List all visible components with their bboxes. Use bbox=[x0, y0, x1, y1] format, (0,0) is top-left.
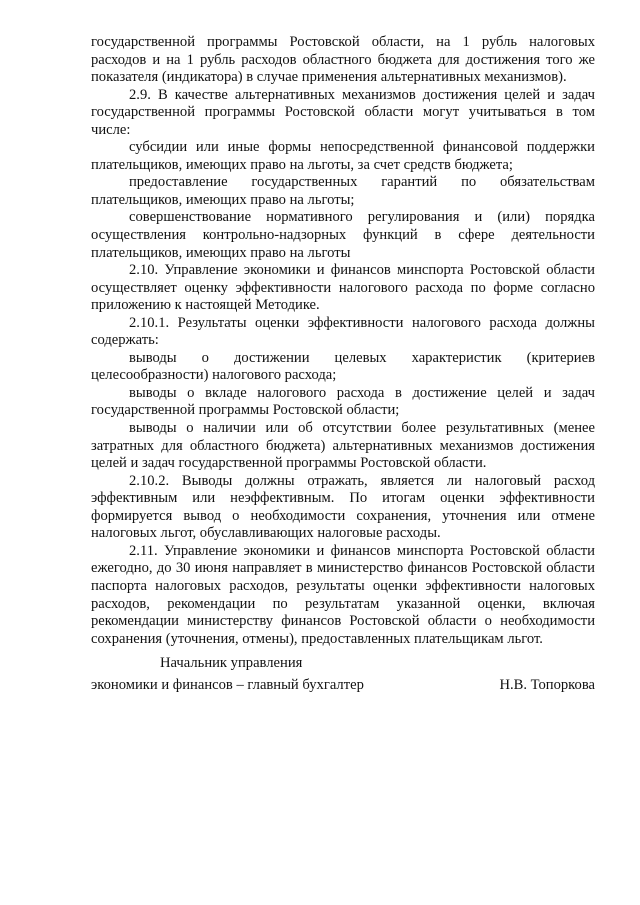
signature-role: экономики и финансов – главный бухгалтер bbox=[91, 677, 364, 693]
paragraph-2-10-2: 2.10.2. Выводы должны отражать, является ли налоговый расход эффективным или неэффективным. По итогам оценки эффективности формируется вывод о необходимости сохранения, уточнения или отмене налоговых льгот, обуславливающих налоговые расходы. bbox=[91, 472, 595, 542]
paragraph-continuation: государственной программы Ростовской области, на 1 рубль налоговых расходов и на 1 рубль расходов областного бюджета для достижения того же показателя (индикатора) в случае применения альтернативных механизмов). bbox=[91, 34, 595, 86]
document-body bbox=[91, 34, 595, 648]
paragraph-regulation: совершенствование нормативного регулирования и (или) порядка осуществления контрольно-надзорных функций в сфере деятельности плательщиков, имеющих право на льготы bbox=[91, 209, 595, 261]
paragraph-2-11: 2.11. Управление экономики и финансов минспорта Ростовской области ежегодно, до 30 июня направляет в министерство финансов Ростовской области паспорта налоговых расходов, результаты оценки эффективности налоговых расходов, рекомендации по результатам указанной оценки, включая рекомендации министерству финансов Ростовской области о необходимости сохранения (уточнения, отмены), предоставленных плательщикам льгот. bbox=[91, 542, 595, 647]
paragraph-guarantees: предоставление государственных гарантий по обязательствам плательщиков, имеющих право на льготы; bbox=[91, 174, 595, 208]
paragraph-subsidies: субсидии или иные формы непосредственной финансовой поддержки плательщиков, имеющих право на льготы, за счет средств бюджета; bbox=[91, 139, 595, 173]
paragraph-conclusion-contribution: выводы о вкладе налогового расхода в достижение целей и задач государственной программы Ростовской области; bbox=[91, 384, 595, 419]
paragraph-2-10-1: 2.10.1. Результаты оценки эффективности налогового расхода должны содержать: bbox=[91, 314, 595, 349]
paragraph-conclusion-targets: выводы о достижении целевых характеристик (критериев целесообразности) налогового расхода; bbox=[91, 349, 595, 384]
paragraph-conclusion-alternatives: выводы о наличии или об отсутствии более результативных (менее затратных для областного бюджета) альтернативных механизмов достижения целей и задач государственной программы Ростовской области. bbox=[91, 420, 595, 472]
signature-title: Начальник управления bbox=[160, 655, 303, 671]
paragraph-2-9: 2.9. В качестве альтернативных механизмов достижения целей и задач государственной программы Ростовской области могут учитываться в том числе: bbox=[91, 86, 595, 138]
signature-name: Н.В. Топоркова bbox=[499, 677, 595, 693]
paragraph-2-10: 2.10. Управление экономики и финансов минспорта Ростовской области осуществляет оценку эффективности налогового расхода по форме согласно приложению к настоящей Методике. bbox=[91, 262, 595, 314]
